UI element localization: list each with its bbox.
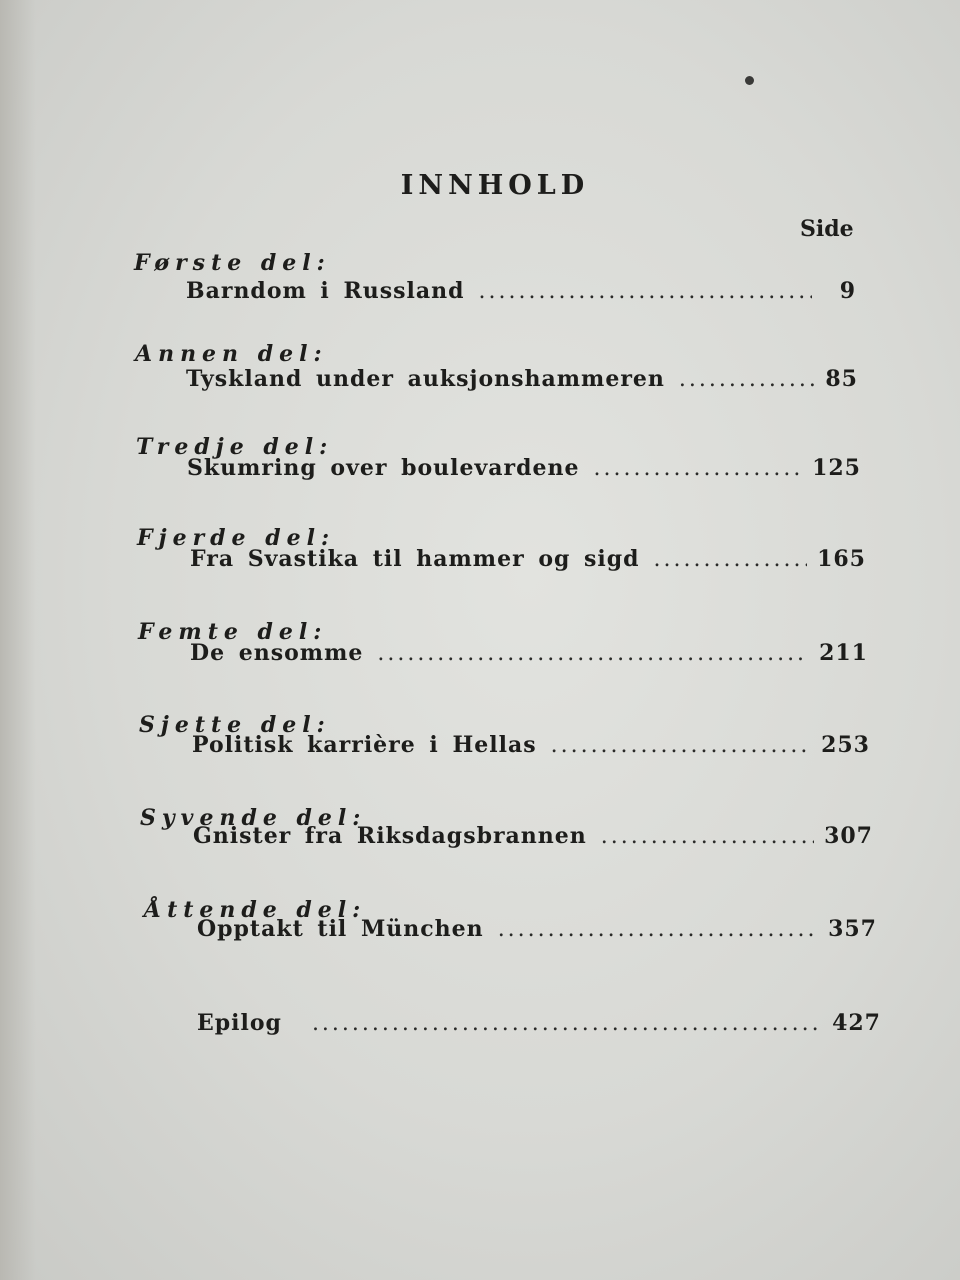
part-heading: Første del: <box>134 250 331 276</box>
chapter-title: Epilog <box>197 1010 282 1036</box>
chapter-title: Gnister fra Riksdagsbrannen <box>193 823 587 849</box>
toc-entry-epilog <box>197 1010 881 1036</box>
page-number: 125 <box>812 455 861 481</box>
page-number: 9 <box>839 278 856 304</box>
part-heading: Fjerde del: <box>137 525 336 551</box>
ink-speck <box>745 76 754 85</box>
chapter-title: Barndom i Russland <box>186 278 465 304</box>
chapter-title: Opptakt til München <box>197 916 484 942</box>
page-number: 307 <box>824 823 873 849</box>
toc-entry <box>192 732 870 758</box>
chapter-title: Tyskland under auksjonshammeren <box>186 366 665 392</box>
dot-leader <box>312 1011 822 1036</box>
toc-entry <box>190 640 868 666</box>
toc-entry <box>197 916 877 942</box>
page-number: 253 <box>821 732 870 758</box>
dot-leader <box>601 824 814 849</box>
chapter-title: De ensomme <box>190 640 364 666</box>
page-number: 357 <box>828 916 877 942</box>
dot-leader <box>654 547 808 572</box>
page-number: 85 <box>825 366 858 392</box>
page-number: 211 <box>819 640 868 666</box>
toc-entry <box>190 546 866 572</box>
page-title: INNHOLD <box>400 170 590 201</box>
toc-entry <box>187 455 861 481</box>
chapter-title: Politisk karrière i Hellas <box>192 732 537 758</box>
dot-leader <box>377 641 809 666</box>
dot-leader <box>551 733 811 758</box>
part-heading: Femte del: <box>138 619 328 645</box>
dot-leader <box>679 367 814 392</box>
chapter-title: Fra Svastika til hammer og sigd <box>190 546 640 572</box>
part-heading: Sjette del: <box>139 712 331 738</box>
dot-leader <box>594 456 803 481</box>
page-number: 427 <box>832 1010 881 1036</box>
dot-leader <box>479 279 813 304</box>
part-heading: Syvende del: <box>140 805 367 831</box>
part-heading: Åttende del: <box>144 897 367 923</box>
chapter-title: Skumring over boulevardene <box>187 455 580 481</box>
part-heading: Tredje del: <box>136 434 334 460</box>
part-heading: Annen del: <box>135 341 328 367</box>
toc-entry <box>186 366 858 392</box>
side-column-label: Side <box>800 216 854 242</box>
toc-entry <box>186 278 856 304</box>
toc-entry <box>193 823 873 849</box>
dot-leader <box>498 917 818 942</box>
page-number: 165 <box>817 546 866 572</box>
